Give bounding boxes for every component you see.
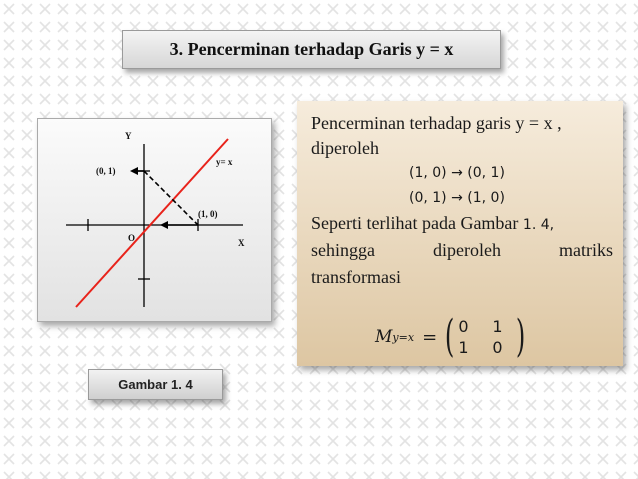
point-a-label: (0, 1) <box>96 166 116 176</box>
y-axis-label: Y <box>125 131 132 141</box>
matrix-symbol: M <box>375 327 393 347</box>
left-parenthesis: ( <box>445 311 455 362</box>
x-axis-label: X <box>238 238 245 248</box>
figure-caption-text: Gambar 1. 4 <box>118 377 193 392</box>
matrix-entry: 0 <box>458 317 469 336</box>
text-line-4 <box>311 240 613 261</box>
slide-title <box>122 30 501 69</box>
text-line-1: Pencerminan terhadap garis y = x , <box>311 113 562 133</box>
word-diperoleh: diperoleh <box>433 240 501 260</box>
matrix-entry: 1 <box>458 338 469 357</box>
line-label: y= x <box>216 157 233 167</box>
graph-drawing <box>38 119 271 321</box>
word-matriks: matriks <box>559 240 613 260</box>
figure-reference: 1. 4, <box>522 217 555 233</box>
origin-label: O <box>128 233 136 243</box>
text-line-3 <box>311 213 613 234</box>
reflection-line-y-equals-x <box>76 139 228 307</box>
word-sehingga: sehingga <box>311 240 375 260</box>
slide-title-text: 3. Pencerminan terhadap Garis y = x <box>169 39 454 59</box>
arrowhead-point-a <box>130 167 138 175</box>
text-line-3-main: Seperti terlihat pada Gambar <box>311 213 519 233</box>
text-line-5: transformasi <box>311 267 401 287</box>
arrowhead-point-b <box>160 221 168 229</box>
reflection-graph <box>37 118 272 322</box>
matrix-entry: 0 <box>492 338 503 357</box>
matrix-equals: = <box>422 326 438 348</box>
matrix-entry: 1 <box>492 317 503 336</box>
mapping-1: (1, 0) → (0, 1) <box>409 165 505 181</box>
right-parenthesis: ) <box>516 311 526 362</box>
text-line-2: diperoleh <box>311 138 379 158</box>
matrix-subscript: y=x <box>392 330 415 344</box>
mapping-2: (0, 1) → (1, 0) <box>409 190 505 206</box>
transformation-matrix <box>375 311 530 362</box>
figure-caption <box>88 369 223 400</box>
point-b-label: (1, 0) <box>198 209 218 219</box>
dashed-reflection-segment <box>144 171 198 225</box>
matrix-entries <box>458 317 512 357</box>
explanation-panel <box>297 101 623 366</box>
